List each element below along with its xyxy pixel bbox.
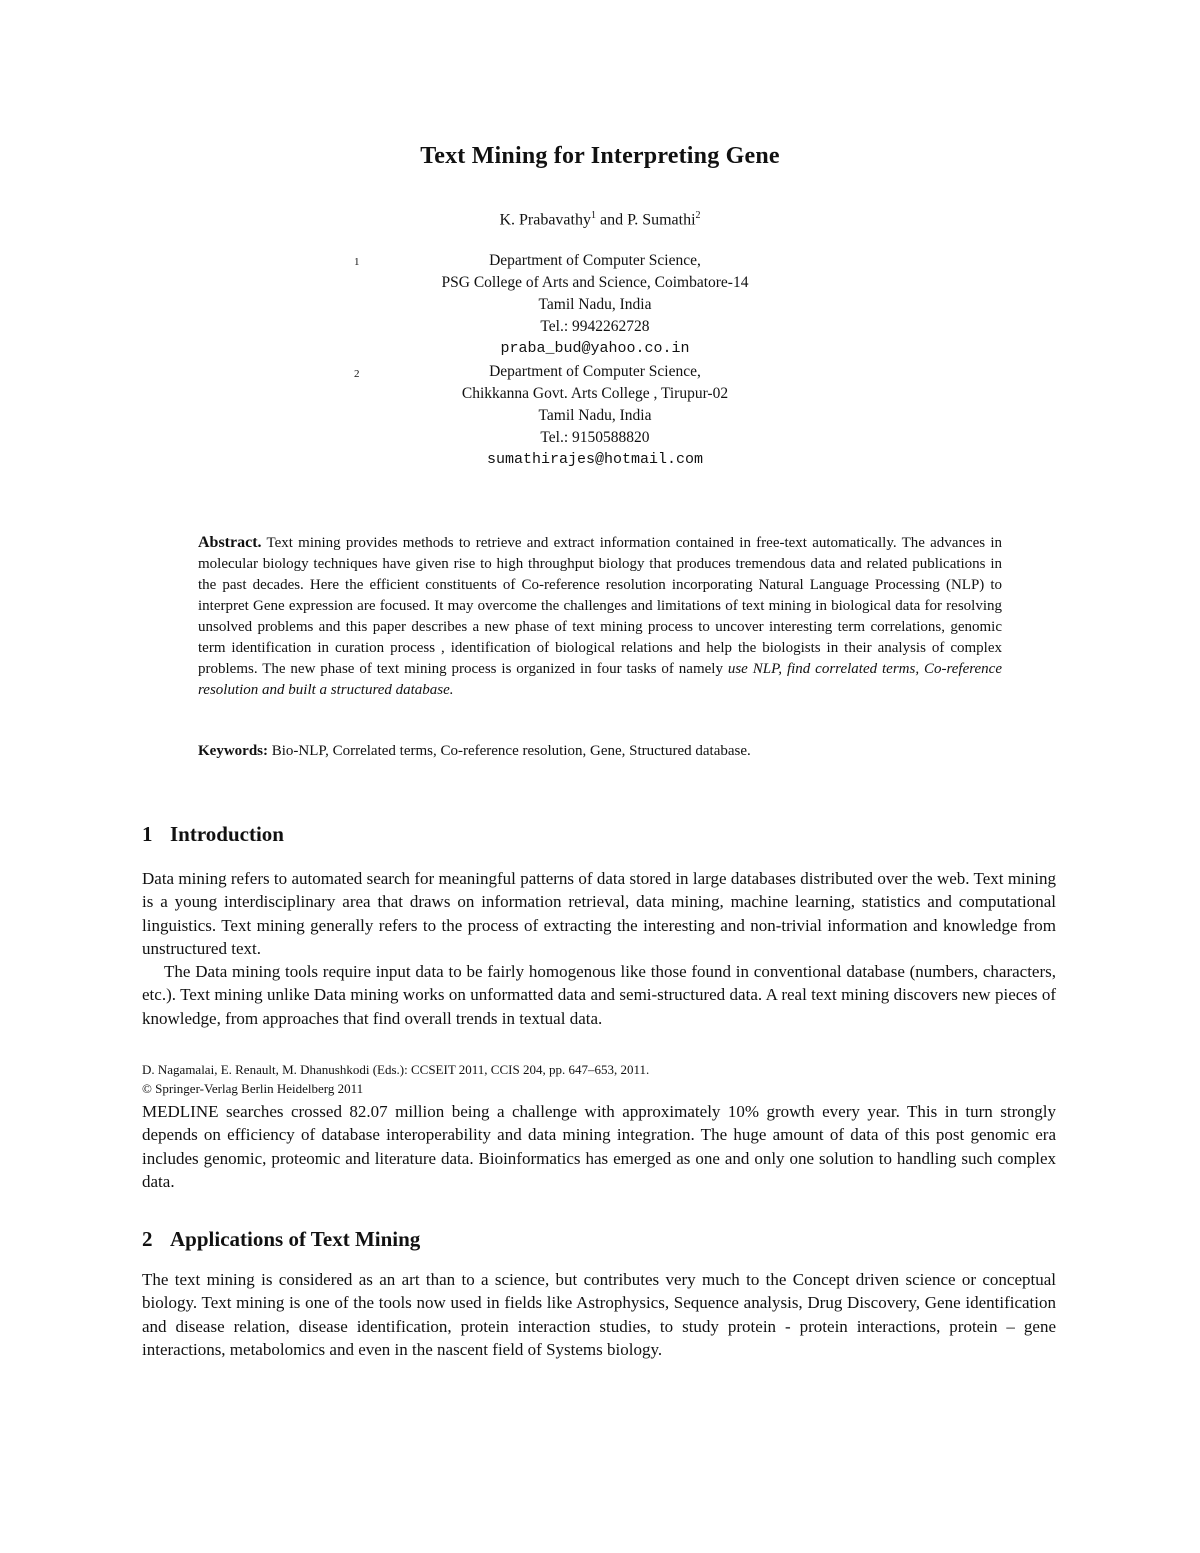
author-1-sup: 1 xyxy=(590,210,596,221)
section-1-title: Introduction xyxy=(170,822,284,846)
section-1-paragraph-1: Data mining refers to automated search for meaningful patterns of data stored in large databases distributed over the web. Text mining is a young interdisciplinary area that draws on information retrieval, data mining, machine learning, statistics and computational linguistics. Text mining generally refers to the process of extracting the interesting and non-trivial information and knowledge from unstructured text. xyxy=(142,869,1056,958)
abstract xyxy=(198,532,1002,701)
footnote xyxy=(142,1060,1056,1098)
section-2-paragraph-1: The text mining is considered as an art than to a science, but contributes very much to the Concept driven science or conceptual biology. Text mining is one of the tools now used in fields like Astrophysics, Sequence analysis, Drug Discovery, Gene identification and disease relation, disease identification, protein interaction studies, to study protein - protein interactions, protein – gene interactions, metabolomics and even in the nascent field of Systems biology. xyxy=(142,1270,1056,1359)
section-1-heading xyxy=(142,822,284,847)
affiliation-2-email[interactable]: sumathirajes@hotmail.com xyxy=(486,451,704,468)
keywords-text: Bio-NLP, Correlated terms, Co-reference resolution, Gene, Structured database. xyxy=(268,743,751,759)
abstract-italic-tail: use NLP, find correlated terms, Co-reference resolution and built a structured database. xyxy=(198,661,1002,698)
affiliation-1-college: PSG College of Arts and Science, Coimbatore-14 xyxy=(441,274,749,291)
affiliation-1 xyxy=(380,250,810,360)
continuation-paragraph: MEDLINE searches crossed 82.07 million being a challenge with approximately 10% growth every year. This in turn strongly depends on efficiency of database interoperability and data mining integration. The huge amount of data of this post genomic era includes genomic, proteomic and literature data. Bioinformatics has emerged as one and only one solution to handling such complex data. xyxy=(142,1102,1056,1191)
author-joiner: and xyxy=(595,211,628,229)
section-1-paragraph-2: The Data mining tools require input data to be fairly homogenous like those found in conventional database (numbers, characters, etc.). Text mining unlike Data mining works on unformatted data and semi-structured data. A real text mining discovers new pieces of knowledge, from approaches that find overall trends in textual data. xyxy=(142,962,1056,1028)
author-2-sup: 2 xyxy=(695,210,701,221)
abstract-text: Text mining provides methods to retrieve and extract information contained in free-text automatically. The advances in molecular biology techniques have given rise to high throughput biology that produces tremendous data and related publications in the past decades. Here the efficient constituents of Co-reference resolution incorporating Natural Language Processing (NLP) to interpret Gene expression are focused. It may overcome the challenges and limitations of text mining in biological data for resolving unsolved problems and this paper describes a new phase of text mining process to uncover interesting term correlations, genomic term identification in curation process , identification of biological relations and help the biologists in their analysis of complex problems. The new phase of text mining process is organized in four tasks of namely xyxy=(198,535,1002,677)
author-2: P. Sumathi xyxy=(627,211,696,229)
affiliation-2-college: Chikkanna Govt. Arts College , Tirupur-02 xyxy=(461,385,729,402)
section-2-heading xyxy=(142,1227,420,1252)
affiliation-2-tel: Tel.: 9150588820 xyxy=(540,429,650,446)
author-line xyxy=(0,210,1200,229)
section-1-number: 1 xyxy=(142,822,153,846)
author-1: K. Prabavathy xyxy=(499,211,591,229)
affiliation-1-email[interactable]: praba_bud@yahoo.co.in xyxy=(500,340,690,357)
section-2-title: Applications of Text Mining xyxy=(170,1227,421,1251)
keywords-label: Keywords: xyxy=(198,743,268,759)
affiliation-1-region: Tamil Nadu, India xyxy=(538,296,652,313)
affiliation-2 xyxy=(380,361,810,471)
abstract-label: Abstract. xyxy=(198,534,262,551)
affiliation-2-marker: 2 xyxy=(354,368,360,380)
paper-title: Text Mining for Interpreting Gene xyxy=(420,143,780,169)
keywords xyxy=(198,741,1002,762)
footnote-line-1: D. Nagamalai, E. Renault, M. Dhanushkodi (Eds.): CCSEIT 2011, CCIS 204, pp. 647–653, 2011. xyxy=(142,1062,650,1077)
affiliation-2-region: Tamil Nadu, India xyxy=(538,407,652,424)
affiliation-2-dept: Department of Computer Science, xyxy=(489,363,701,380)
affiliation-1-dept: Department of Computer Science, xyxy=(489,252,701,269)
affiliation-1-marker: 1 xyxy=(354,256,360,268)
section-2-number: 2 xyxy=(142,1227,153,1251)
footnote-line-2: © Springer-Verlag Berlin Heidelberg 2011 xyxy=(142,1081,364,1096)
affiliation-1-tel: Tel.: 9942262728 xyxy=(540,318,650,335)
